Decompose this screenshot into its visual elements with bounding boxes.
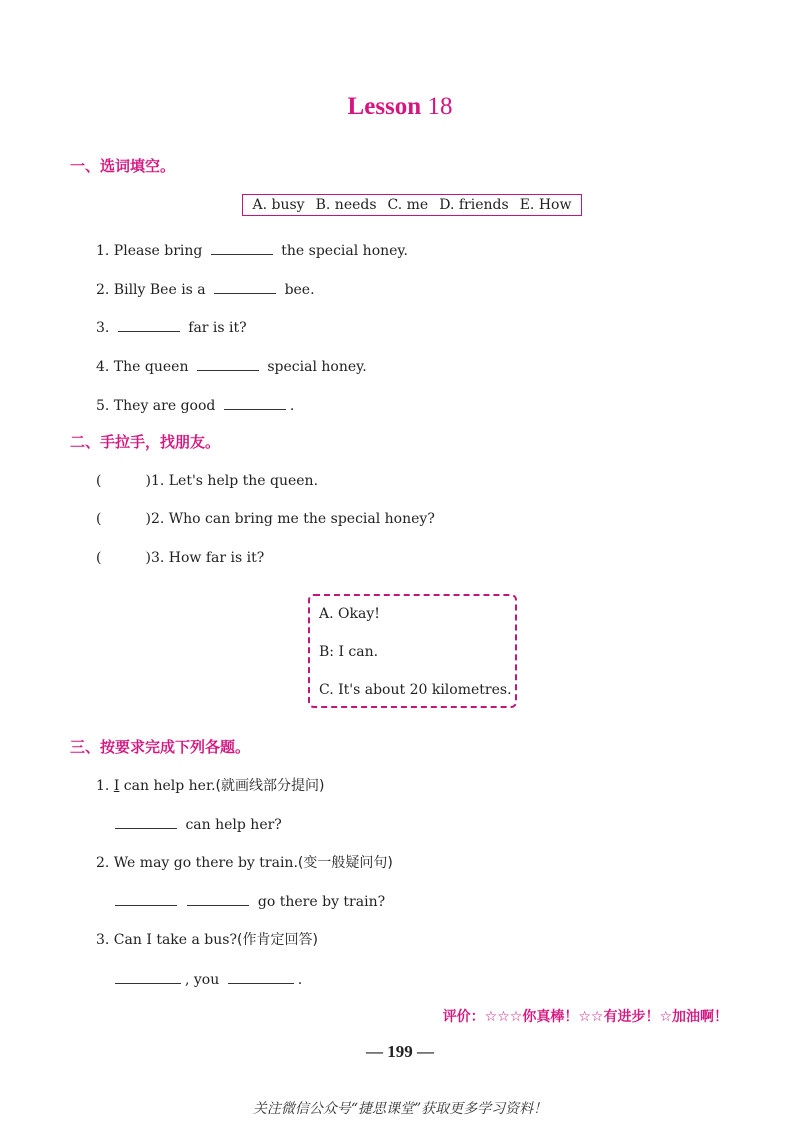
answer-blank[interactable] [214,279,276,294]
evaluation-line: 评价：☆☆☆你真棒！☆☆有进步！☆加油啊！ [442,1009,728,1025]
task-2 [96,853,393,873]
paren-open: ( [96,511,102,527]
task-2-answer [115,891,385,912]
item-text: 1. Please bring [96,243,203,259]
paren-close: ) [145,550,151,566]
fill-item-3 [96,317,247,338]
task-instruction: (变一般疑问句) [297,855,393,871]
item-text: 4. The queen [96,359,189,375]
answer-blank[interactable] [211,240,273,255]
match-question-3 [96,548,264,568]
answer-text: go there by train? [257,894,386,910]
item-text: bee. [284,282,315,298]
task-text: can help her. [119,778,216,794]
answer-option-b: B: I can. [319,644,379,660]
item-text: . [289,398,295,414]
task-text: 3. Can I take a bus? [96,932,237,948]
task-3-answer [115,969,302,990]
question-text: 1. Let's help the queen. [150,473,319,489]
title-word: Lesson [347,93,422,120]
item-text: 2. Billy Bee is a [96,282,206,298]
fill-item-1 [96,240,408,261]
word-bank [242,194,582,216]
answer-blank[interactable] [224,395,286,410]
answer-blank[interactable] [115,891,177,906]
paren-close: ) [145,511,151,527]
section1-heading: 一、选词填空。 [70,157,176,175]
question-text: 2. Who can bring me the special honey? [150,511,435,527]
item-text: the special honey. [281,243,408,259]
answer-option-c: C. It's about 20 kilometres. [319,682,512,698]
title-number: 18 [427,93,453,120]
word-bank-option: C. me [387,197,429,213]
section2-heading: 二、手拉手，找朋友。 [70,433,221,451]
word-bank-option: B. needs [315,197,377,213]
answer-blank[interactable] [115,969,181,984]
fill-item-4 [96,356,367,377]
answer-blank[interactable] [115,814,177,829]
answer-blank[interactable] [187,891,249,906]
task-instruction: (作肯定回答) [236,932,318,948]
word-bank-option: D. friends [439,197,509,213]
answer-blank[interactable] [118,317,180,332]
page-title [0,92,800,122]
item-text: far is it? [188,320,247,336]
footer-note: 关注微信公众号“捷思课堂”获取更多学习资料！ [252,1101,548,1117]
paren-open: ( [96,550,102,566]
answer-blank[interactable] [228,969,294,984]
paren-open: ( [96,473,102,489]
word-bank-option: A. busy [252,197,305,213]
task-1 [96,776,324,796]
answer-blank[interactable] [197,356,259,371]
item-text: 5. They are good [96,398,216,414]
task-instruction: (就画线部分提问) [215,778,325,794]
page-number: — 199 — [366,1042,434,1061]
answer-text: . [297,972,303,988]
answer-option-a: A. Okay! [319,606,380,622]
underlined-word: I [113,778,120,794]
item-text: special honey. [267,359,367,375]
section3-heading: 三、按要求完成下列各题。 [70,738,251,756]
answer-options-box [308,594,517,708]
match-question-1 [96,471,318,491]
word-bank-option: E. How [519,197,572,213]
task-text: 2. We may go there by train. [96,855,298,871]
task-3 [96,930,318,950]
fill-item-2 [96,279,315,300]
paren-close: ) [145,473,151,489]
task-1-answer [115,814,282,835]
item-text: 3. [96,320,110,336]
task-number: 1. [96,778,114,794]
answer-text: , you [185,972,220,988]
fill-item-5 [96,395,294,416]
answer-text: can help her? [185,817,282,833]
match-question-2 [96,509,435,529]
question-text: 3. How far is it? [150,550,265,566]
